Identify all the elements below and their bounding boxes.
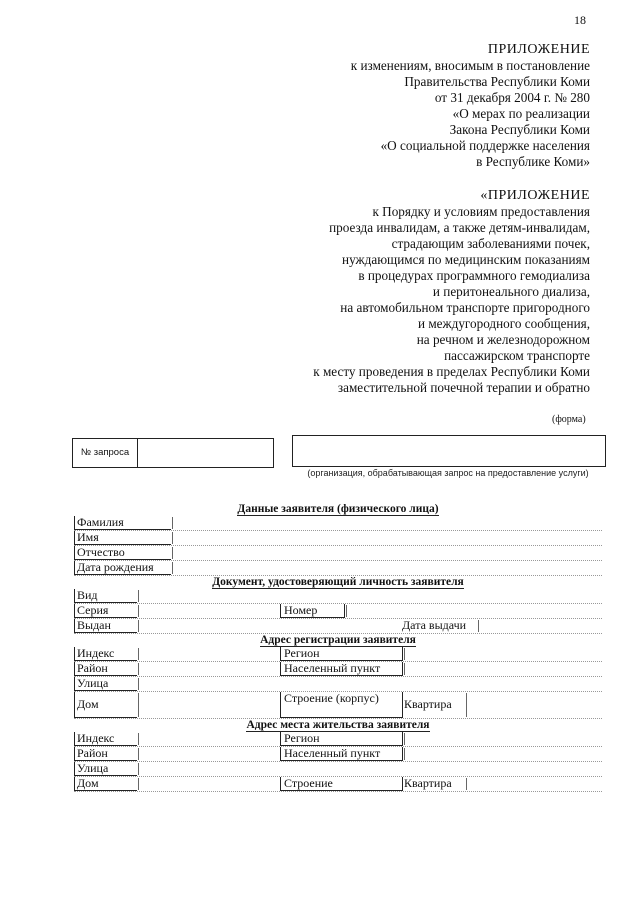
appendix-line: от 31 декабря 2004 г. № 280: [434, 90, 590, 105]
res-street-label: Улица: [74, 762, 137, 776]
form-note: (форма): [552, 414, 586, 425]
field-res-index-region: [74, 732, 602, 747]
order-appendix-line: в процедурах программного гемодиализа: [358, 268, 590, 283]
field-doc-type: [74, 589, 602, 604]
reg-district-label: Район: [74, 662, 137, 676]
res-index-label: Индекс: [74, 732, 137, 746]
section-document-title: Документ, удостоверяющий личность заявителя: [212, 576, 464, 588]
appendix-title: ПРИЛОЖЕНИЕ: [487, 42, 590, 57]
name-label: Имя: [74, 531, 171, 545]
section-applicant-title: Данные заявителя (физического лица): [237, 503, 439, 515]
res-house-label: Дом: [74, 777, 137, 791]
doc-issued-label: Выдан: [74, 619, 137, 633]
reg-street-input[interactable]: [138, 678, 602, 690]
doc-series-label: Серия: [74, 604, 137, 618]
res-district-label: Район: [74, 747, 137, 761]
order-appendix-line: страдающим заболеваниями почек,: [391, 236, 590, 251]
doc-issue-date-input[interactable]: [478, 620, 602, 632]
page-number: 18: [574, 13, 586, 27]
birth-date-input[interactable]: [172, 562, 602, 574]
res-locality-input[interactable]: [404, 748, 602, 760]
request-number-field[interactable]: [138, 439, 273, 467]
appendix-line: Правительства Республики Коми: [404, 74, 590, 89]
reg-index-label: Индекс: [74, 647, 137, 661]
reg-apartment-input[interactable]: [466, 693, 602, 717]
doc-series-input[interactable]: [138, 605, 279, 617]
surname-label: Фамилия: [74, 516, 171, 530]
appendix-line: в Республике Коми»: [476, 154, 590, 169]
section-registration-title: Адрес регистрации заявителя: [260, 634, 416, 646]
field-birth-date: [74, 561, 602, 576]
order-appendix-line: на речном и железнодорожном: [416, 332, 590, 347]
order-appendix-line: проезда инвалидам, а также детям-инвалидам,: [329, 220, 590, 235]
reg-building-label: Строение (корпус): [280, 692, 403, 718]
order-appendix-header: [313, 188, 590, 396]
birth-date-label: Дата рождения: [74, 561, 171, 575]
field-reg-index-region: [74, 647, 602, 662]
res-region-input[interactable]: [404, 733, 602, 745]
reg-locality-input[interactable]: [404, 663, 602, 675]
appendix-line: «О мерах по реализации: [452, 106, 590, 121]
field-res-street: [74, 762, 602, 777]
field-res-district-locality: [74, 747, 602, 762]
request-number-label: № запроса: [73, 439, 138, 467]
doc-type-label: Вид: [74, 589, 137, 603]
order-appendix-line: и междугородного сообщения,: [417, 316, 590, 331]
reg-index-input[interactable]: [138, 648, 279, 660]
appendix-line: к изменениям, вносимым в постановление: [350, 58, 590, 73]
reg-region-input[interactable]: [404, 648, 602, 660]
appendix-line: «О социальной поддержке населения: [380, 138, 590, 153]
field-reg-district-locality: [74, 662, 602, 677]
res-building-label: Строение: [280, 777, 403, 791]
order-appendix-line: нуждающимся по медицинским показаниям: [342, 252, 590, 267]
res-street-input[interactable]: [138, 763, 602, 775]
reg-street-label: Улица: [74, 677, 137, 691]
organization-caption: (организация, обрабатывающая запрос на предоставление услуги): [307, 468, 589, 478]
doc-type-input[interactable]: [138, 590, 602, 602]
application-form: [74, 503, 602, 792]
field-patronymic: [74, 546, 602, 561]
field-doc-series-number: [74, 604, 602, 619]
field-reg-street: [74, 677, 602, 692]
res-district-input[interactable]: [138, 748, 279, 760]
order-appendix-line: пассажирском транспорте: [444, 348, 590, 363]
field-doc-issued: [74, 619, 602, 634]
reg-region-label: Регион: [280, 647, 403, 661]
field-name: [74, 531, 602, 546]
request-number-box: [72, 438, 274, 468]
field-res-house: [74, 777, 602, 792]
order-appendix-line: на автомобильном транспорте пригородного: [340, 300, 590, 315]
order-appendix-line: заместительной почечной терапии и обратно: [337, 380, 590, 395]
reg-locality-label: Населенный пункт: [280, 662, 403, 676]
reg-apartment-label: Квартира: [404, 697, 452, 711]
doc-number-label: Номер: [280, 604, 345, 618]
order-appendix-line: к Порядку и условиям предоставления: [372, 204, 590, 219]
doc-issue-date-label: Дата выдачи: [402, 618, 467, 632]
appendix-line: Закона Республики Коми: [449, 122, 590, 137]
res-apartment-input[interactable]: [466, 778, 602, 790]
patronymic-label: Отчество: [74, 546, 171, 560]
name-input[interactable]: [172, 532, 602, 544]
order-appendix-line: к месту проведения в пределах Республики Коми: [313, 364, 590, 379]
order-appendix-title: «ПРИЛОЖЕНИЕ: [480, 188, 590, 203]
field-reg-house: [74, 692, 602, 719]
reg-house-input[interactable]: [138, 693, 279, 717]
doc-number-input[interactable]: [346, 605, 602, 617]
order-appendix-line: и перитонеального диализа,: [432, 284, 590, 299]
res-locality-label: Населенный пункт: [280, 747, 403, 761]
field-surname: [74, 516, 602, 531]
res-index-input[interactable]: [138, 733, 279, 745]
section-residence-title: Адрес места жительства заявителя: [246, 719, 430, 731]
reg-district-input[interactable]: [138, 663, 279, 675]
res-house-input[interactable]: [138, 778, 279, 790]
doc-issued-input[interactable]: [138, 620, 399, 632]
res-apartment-label: Квартира: [404, 776, 452, 790]
organization-field[interactable]: [292, 435, 606, 467]
appendix-header: [351, 42, 590, 170]
surname-input[interactable]: [172, 517, 602, 529]
reg-house-label: Дом: [74, 692, 137, 718]
patronymic-input[interactable]: [172, 547, 602, 559]
res-region-label: Регион: [280, 732, 403, 746]
